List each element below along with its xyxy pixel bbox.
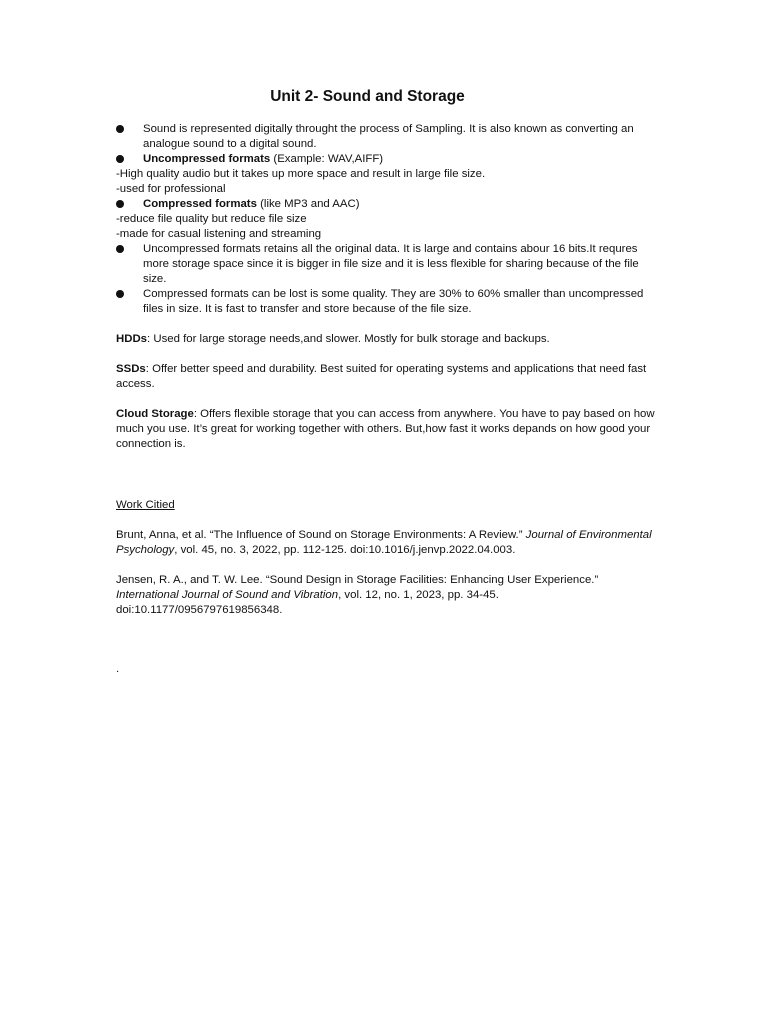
citation-jensen-authors-title: Jensen, R. A., and T. W. Lee. “Sound Design in Storage Facilities: Enhancing User Experience.” xyxy=(116,574,599,586)
works-cited-heading: Work Citied xyxy=(116,499,175,511)
bullet-compressed-formats xyxy=(116,197,664,212)
bullet-dot xyxy=(116,290,124,298)
uncompressed-formats-examples: (Example: WAV,AIFF) xyxy=(270,153,384,165)
bullet-uncompressed-detail xyxy=(116,242,664,287)
citation-jensen-journal: International Journal of Sound and Vibration xyxy=(116,589,339,601)
bullet-sampling-text: Sound is represented digitally throught the process of Sampling. It is also known as converting an analogue sound to a digital sound. xyxy=(143,123,634,150)
bullet-dot xyxy=(116,200,124,208)
hdds-text: : Used for large storage needs,and slower. Mostly for bulk storage and backups. xyxy=(147,333,550,345)
cloud-storage-label: Cloud Storage xyxy=(116,408,194,420)
bullet-dot xyxy=(116,125,124,133)
note-casual-listening: -made for casual listening and streaming xyxy=(116,228,322,240)
note-reduce-quality: -reduce file quality but reduce file size xyxy=(116,213,307,225)
citation-brunt-details: , vol. 45, no. 3, 2022, pp. 112-125. doi:10.1016/j.jenvp.2022.04.003. xyxy=(174,544,516,556)
bullet-compressed-detail-text: Compressed formats can be lost is some quality. They are 30% to 60% smaller than uncompressed files in size. It is fast to transfer and store because of the file size. xyxy=(143,288,644,315)
compressed-formats-examples: (like MP3 and AAC) xyxy=(256,198,360,210)
bullet-uncompressed-formats xyxy=(116,152,664,167)
citation-brunt xyxy=(116,528,664,558)
uncompressed-formats-label: Uncompressed formats xyxy=(143,153,271,165)
citation-brunt-authors-title: Brunt, Anna, et al. “The Influence of Sound on Storage Environments: A Review.” xyxy=(116,529,526,541)
bullet-dot xyxy=(116,155,124,163)
bullet-uncompressed-detail-text: Uncompressed formats retains all the original data. It is large and contains abour 16 bits.It requres more storage space since it is bigger in file size and it is less flexible for sharing because of the file size. xyxy=(143,243,639,285)
bullet-compressed-detail xyxy=(116,287,664,317)
paragraph-ssds xyxy=(116,362,664,392)
paragraph-cloud-storage xyxy=(116,407,664,452)
paragraph-hdds xyxy=(116,332,664,347)
document-title: Unit 2- Sound and Storage xyxy=(270,88,465,105)
trailing-period: . xyxy=(116,663,120,675)
ssds-label: SSDs xyxy=(116,363,146,375)
bullet-dot xyxy=(116,245,124,253)
ssds-text: : Offer better speed and durability. Best suited for operating systems and applications that need fast access. xyxy=(116,363,647,390)
citation-jensen xyxy=(116,573,664,618)
citation-brunt-journal: Journal of Environmental Psychology xyxy=(116,529,652,556)
citation-jensen-details: , vol. 12, no. 1, 2023, pp. 34-45. doi:10.1177/0956797619856348. xyxy=(116,589,499,616)
cloud-storage-text: : Offers flexible storage that you can access from anywhere. You have to pay based on how much you use. It’s great for working together with others. But,how fast it works depands on how good your connection is. xyxy=(116,408,655,450)
compressed-formats-label: Compressed formats xyxy=(143,198,257,210)
hdds-label: HDDs xyxy=(116,333,148,345)
bullet-sampling xyxy=(116,122,664,152)
note-professional: -used for professional xyxy=(116,183,226,195)
document-body xyxy=(116,122,664,677)
note-high-quality: -High quality audio but it takes up more space and result in large file size. xyxy=(116,168,486,180)
